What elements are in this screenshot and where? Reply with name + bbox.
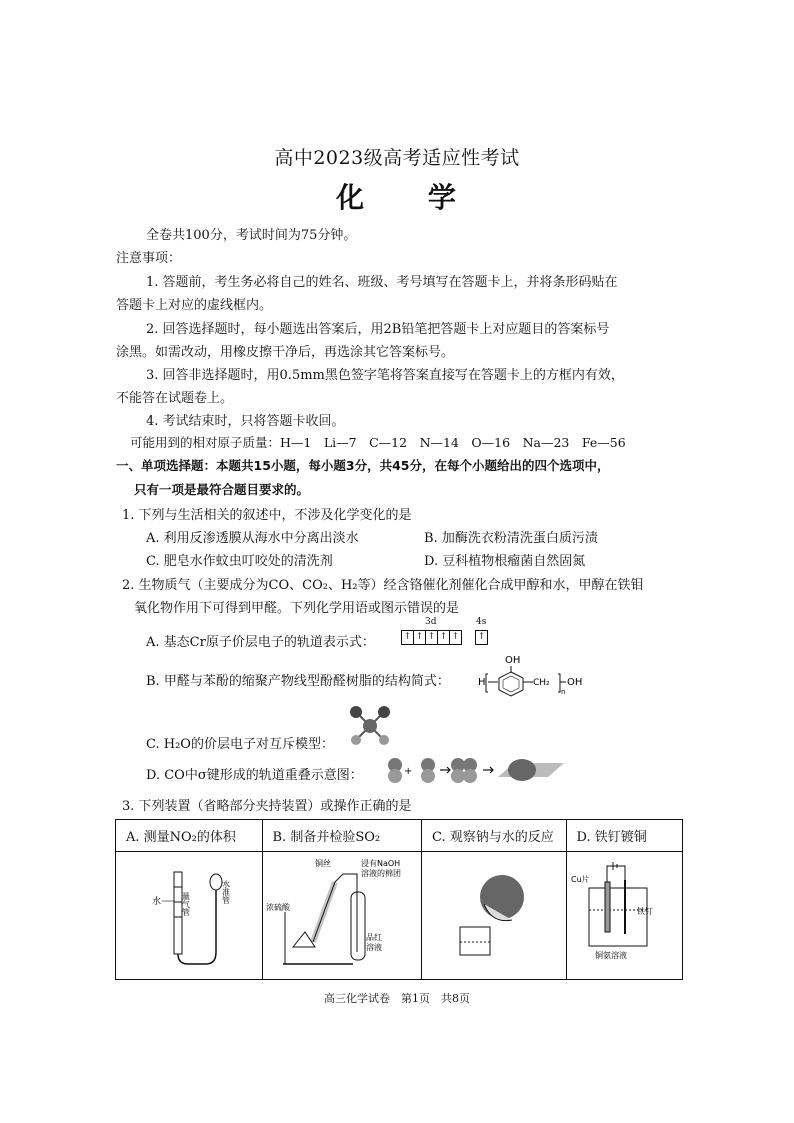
notes-title: 注意事项： [116, 251, 182, 266]
orbital-box: ↑ [449, 630, 462, 645]
q2-option-b: B. 甲醛与苯酚的缩聚产物线型酚醛树脂的结构简式： [146, 674, 450, 689]
q2-option-d: D. CO中σ键形成的轨道重叠示意图： [146, 768, 363, 783]
label-naoh-2: 溶液的棉团 [360, 869, 401, 878]
structure-ch2: CH₂ [533, 678, 550, 688]
note-3-line-b: 不能答在试题卷上。 [116, 391, 234, 406]
orbital-label-3d: 3d [425, 617, 437, 627]
q2-stem-a: 2. 生物质气（主要成分为CO、CO₂、H₂等）经含铬催化剂催化合成甲醇和水，甲醇在铁钼 [122, 578, 644, 593]
q1-option-b: B. 加酶洗衣粉清洗蛋白质污渍 [424, 531, 598, 546]
label-cu-wire: 铜丝 [314, 859, 331, 868]
q2-option-a: A. 基态Cr原子价层电子的轨道表示式： [146, 635, 375, 650]
svg-text:+: + [404, 766, 413, 777]
q3-stem: 3. 下列装置（省略部分夹持装置）或操作正确的是 [122, 799, 412, 814]
label-pinhong-2: 溶液 [365, 943, 382, 952]
note-1-line-b: 答题卡上对应的虚线框内。 [116, 298, 273, 313]
orbital-diagram-4s [475, 630, 487, 645]
label-iron-nail: 铁钉 [636, 907, 653, 916]
structure-h: H [478, 677, 486, 688]
apparatus-image-b [262, 852, 422, 980]
q1-option-c: C. 肥皂水作蚊虫叮咬处的清洗剂 [146, 554, 333, 569]
label-water: 水 [152, 897, 162, 907]
gas-burette-diagram [116, 852, 256, 975]
label-cu-plate: Cu片 [570, 875, 590, 884]
label-pinhong: 品红 [365, 933, 382, 942]
orbital-box: ↑ [437, 630, 450, 645]
q1-option-d: D. 豆科植物根瘤菌自然固氮 [424, 554, 586, 569]
note-2-line-a: 2. 回答选择题时，每小题选出答案后，用2B铅笔把答题卡上对应题目的答案标号 [146, 322, 610, 337]
structure-n: n [561, 688, 566, 696]
note-3-line-a: 3. 回答非选择题时，用0.5mm黑色签字笔将答案直接写在答题卡上的方框内有效， [146, 368, 624, 383]
page-title: 高中2023级高考适应性考试 [274, 147, 520, 169]
q1-stem: 1. 下列与生活相关的叙述中，不涉及化学变化的是 [122, 508, 412, 523]
label-solution: 铜氨溶液 [594, 951, 627, 960]
apparatus-image-c [422, 852, 567, 980]
label-level-tube: 水准管 [221, 880, 231, 904]
note-2-line-b: 涂黑。如需改动，用橡皮擦干净后，再选涂其它答案标号。 [116, 345, 455, 360]
apparatus-image-d [566, 852, 683, 980]
orbital-box: ↑ [425, 630, 438, 645]
subject-title: 化 学 [336, 181, 458, 214]
section-1-heading-a: 一、单项选择题：本题共15小题，每小题3分，共45分，在每个小题给出的四个选项中， [116, 458, 610, 473]
label-naoh: 浸有NaOH [360, 859, 400, 868]
apparatus-image-a [116, 852, 263, 980]
vsepr-model-h2o [346, 702, 396, 750]
atomic-masses: 可能用到的相对原子质量：H—1 Li—7 C—12 N—14 O—16 Na—23 Fe—56 [130, 435, 626, 450]
sodium-water-observation-diagram [422, 852, 560, 975]
section-1-heading-b: 只有一项是最符合题目要求的。 [134, 482, 310, 497]
q2-option-c: C. H₂O的价层电子对互斥模型： [146, 737, 334, 752]
orbital-box: ↑ [413, 630, 426, 645]
apparatus-header-d: D. 铁钉镀铜 [566, 820, 683, 852]
apparatus-header-a: A. 测量NO₂的体积 [116, 820, 263, 852]
orbital-box: ↑ [401, 630, 414, 645]
note-1-line-a: 1. 答题前，考生务必将自己的姓名、班级、考号填写在答题卡上，并将条形码贴在 [146, 275, 618, 290]
apparatus-header-c: C. 观察钠与水的反应 [422, 820, 567, 852]
note-4: 4. 考试结束时，只将答题卡收回。 [146, 414, 345, 429]
apparatus-table [115, 819, 683, 980]
orbital-label-4s: 4s [476, 617, 487, 627]
structure-oh-end: OH [567, 677, 583, 688]
q2-stem-b: 氧化物作用下可得到甲醛。下列化学用语或图示错误的是 [134, 601, 460, 616]
q1-option-a: A. 利用反渗透膜从海水中分离出淡水 [146, 531, 359, 546]
orbital-box: ↑ [475, 630, 488, 645]
structure-oh-top: OH [505, 655, 521, 666]
label-burette: 量气管 [181, 892, 191, 916]
exam-total: 全卷共100分，考试时间为75分钟。 [146, 228, 357, 243]
orbital-diagram-3d [401, 630, 461, 645]
label-conc-sulfuric: 浓硫酸 [265, 903, 290, 912]
copper-plating-diagram [567, 852, 677, 975]
sigma-bond-overlap-diagram [386, 755, 566, 785]
so2-generation-diagram [263, 852, 416, 975]
page-footer: 高三化学试卷 第1页 共8页 [324, 992, 470, 1005]
phenolic-resin-structure [478, 650, 588, 700]
apparatus-header-b: B. 制备并检验SO₂ [262, 820, 422, 852]
